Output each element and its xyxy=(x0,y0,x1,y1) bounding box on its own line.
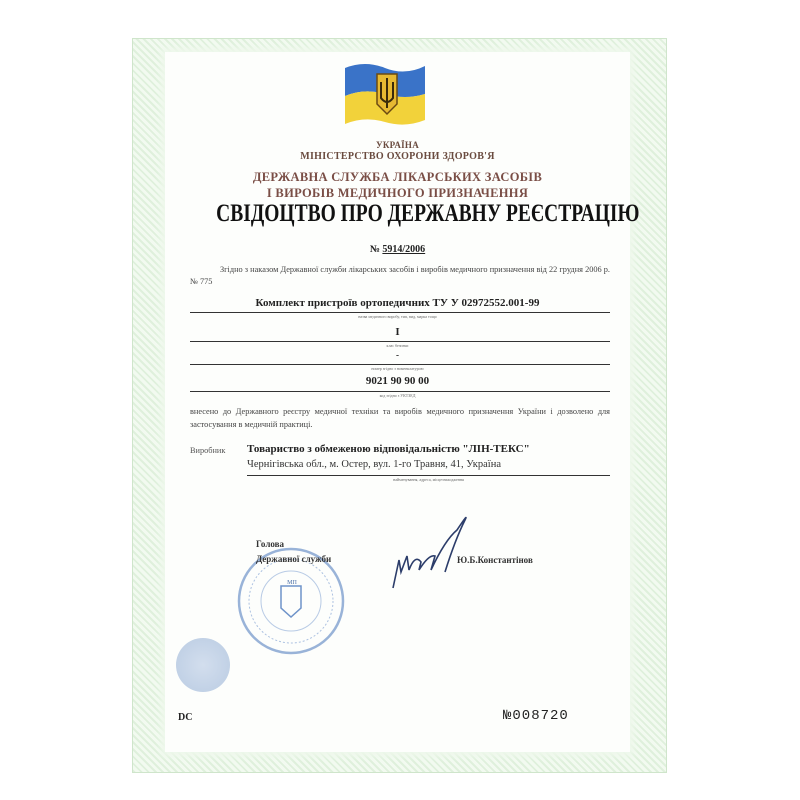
number-prefix: № xyxy=(369,244,380,255)
blank-number: №008720 xyxy=(503,708,569,724)
manufacturer-address: Чернігівська обл., м. Остер, вул. 1-го Травня, 41, Україна xyxy=(247,459,501,470)
code-caption: код згідно з УКТЗЕД xyxy=(379,393,416,398)
customs-code: 9021 90 90 00 xyxy=(365,375,430,387)
certificate-number xyxy=(165,244,630,255)
divider xyxy=(190,391,610,392)
divider xyxy=(190,364,610,365)
divider xyxy=(190,312,610,313)
manufacturer-label: Виробник xyxy=(190,446,226,455)
service-line1: ДЕРЖАВНА СЛУЖБА ЛІКАРСЬКИХ ЗАСОБІВ xyxy=(252,170,543,184)
nomenclature-number: - xyxy=(396,350,399,360)
signatory-title-line2: Державної служби xyxy=(256,554,332,564)
manufacturer-name: Товариство з обмеженою відповідальністю "ЛІН-ТЕКС" xyxy=(247,443,530,455)
service-line2: І ВИРОБІВ МЕДИЧНОГО ПРИЗНАЧЕННЯ xyxy=(266,186,529,200)
country: УКРАЇНА xyxy=(375,140,420,150)
signatory-title-line1: Голова xyxy=(256,539,285,549)
signature xyxy=(385,510,480,595)
product-caption: назва медичного виробу, тип, вид, марка тощо xyxy=(358,314,437,319)
ukraine-flag-emblem xyxy=(343,60,428,128)
hologram-sticker xyxy=(176,638,230,692)
series: DC xyxy=(178,712,193,723)
certificate-title: СВІДОЦТВО ПРО ДЕРЖАВНУ РЕЄСТРАЦІЮ xyxy=(216,200,640,227)
nomenclature-caption: номер згідно з номенклатурою xyxy=(371,366,424,371)
ministry: МІНІСТЕРСТВО ОХОРОНИ ЗДОРОВ'Я xyxy=(300,151,495,162)
class-caption: клас безпеки xyxy=(386,343,409,348)
registry-text: внесено до Державного реєстру медичної техніки та виробів медичного призначення України і дозволено для застосування в медичній практиці. xyxy=(190,407,610,429)
safety-class: I xyxy=(395,326,400,338)
divider xyxy=(190,341,610,342)
intro-text: Згідно з наказом Державної служби лікарських засобів і виробів медичного призначення від 22 грудня 2006 р. № 775 xyxy=(190,265,610,286)
divider xyxy=(247,475,610,476)
manufacturer-caption: найменування, адреса, місцезнаходження xyxy=(393,477,464,482)
number-value: 5914/2006 xyxy=(382,244,426,255)
seal-text: МП xyxy=(287,580,297,586)
signatory-name: Ю.Б.Константінов xyxy=(457,555,533,565)
product-name: Комплект пристроїв ортопедичних ТУ У 02972552.001-99 xyxy=(255,297,540,309)
